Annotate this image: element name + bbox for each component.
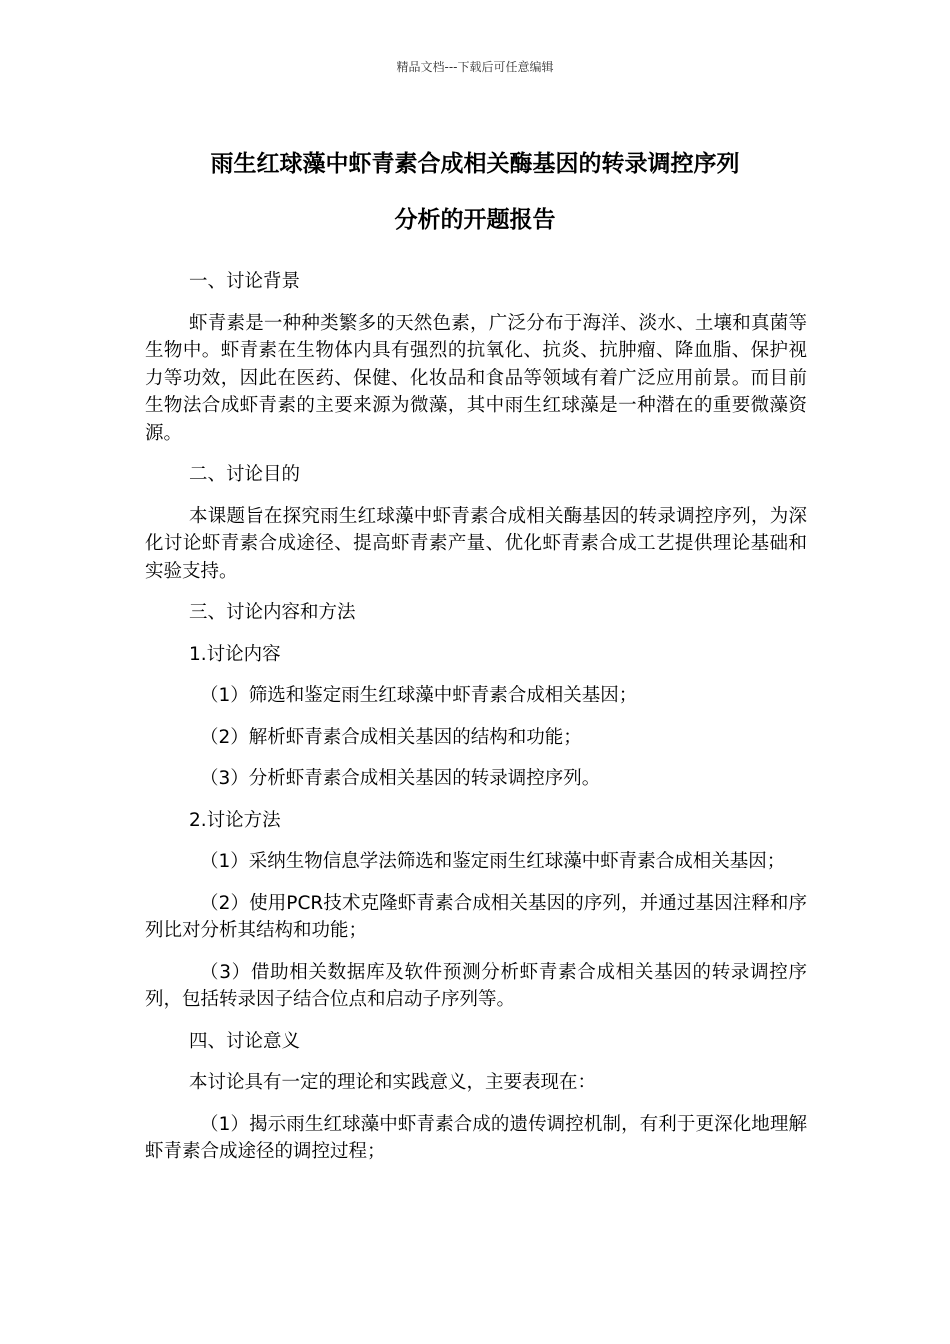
background-paragraph: 虾青素是一种种类繁多的天然色素，广泛分布于海洋、淡水、土壤和真菌等生物中。虾青素在生物体内具有强烈的抗氧化、抗炎、抗肿瘤、降血脂、保护视力等功效，因此在医药、保健、化妆品和食品等领域有着广泛应用前景。而目前生物法合成虾青素的主要来源为微藻，其中雨生红球藻是一种潜在的重要微藻资源。 <box>145 312 807 444</box>
section-heading-purpose: 二、讨论目的 <box>189 464 301 485</box>
section-heading-content-methods: 三、讨论内容和方法 <box>189 602 356 623</box>
content-item-2: （2）解析虾青素合成相关基因的结构和功能； <box>200 726 582 748</box>
document-title <box>120 136 830 248</box>
content-item-1: （1）筛选和鉴定雨生红球藻中虾青素合成相关基因； <box>200 685 638 706</box>
subheading-content: 1.讨论内容 <box>189 643 281 665</box>
method-item-1: （1）采纳生物信息学法筛选和鉴定雨生红球藻中虾青素合成相关基因； <box>200 851 786 872</box>
significance-item-1: （1）揭示雨生红球藻中虾青素合成的遗传调控机制，有利于更深化地理解虾青素合成途径的调控过程； <box>145 1113 807 1162</box>
subheading-methods: 2.讨论方法 <box>189 809 281 831</box>
title-line-1: 雨生红球藻中虾青素合成相关酶基因的转录调控序列 <box>210 151 740 177</box>
purpose-paragraph: 本课题旨在探究雨生红球藻中虾青素合成相关酶基因的转录调控序列，为深化讨论虾青素合成途径、提高虾青素产量、优化虾青素合成工艺提供理论基础和实验支持。 <box>145 505 807 582</box>
significance-intro: 本讨论具有一定的理论和实践意义，主要表现在： <box>189 1072 597 1093</box>
document-body <box>145 268 807 1180</box>
title-line-2: 分析的开题报告 <box>394 207 556 233</box>
content-item-3: （3）分析虾青素合成相关基因的转录调控序列。 <box>200 768 601 789</box>
method-item-2: （2）使用PCR技术克隆虾青素合成相关基因的序列，并通过基因注释和序列比对分析其结构和功能； <box>145 892 807 941</box>
method-item-3: （3）借助相关数据库及软件预测分析虾青素合成相关基因的转录调控序列，包括转录因子结合位点和启动子序列等。 <box>145 961 807 1010</box>
section-heading-significance: 四、讨论意义 <box>189 1030 301 1052</box>
header-note: 精品文档---下载后可任意编辑 <box>396 60 554 74</box>
section-heading-background: 一、讨论背景 <box>189 271 301 292</box>
